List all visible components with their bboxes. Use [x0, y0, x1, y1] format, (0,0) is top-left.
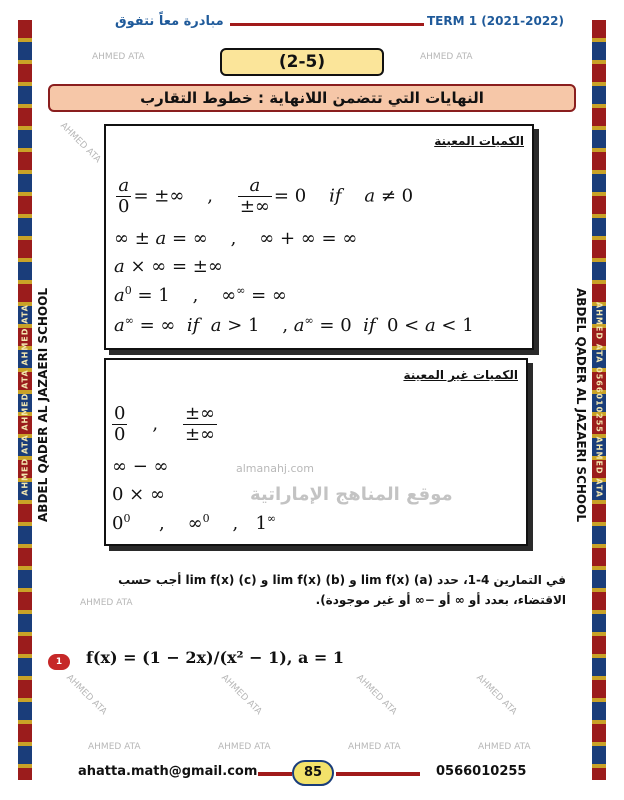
indeterminate-forms-box [104, 358, 528, 546]
watermark-author: AHMED ATA [218, 742, 271, 752]
school-name-right [572, 290, 590, 520]
watermark-author: AHMED ATA [474, 672, 519, 718]
right-border-band [592, 20, 606, 780]
watermark-author: AHMED ATA [348, 742, 401, 752]
header-term: TERM 1 (2021-2022) [426, 14, 564, 28]
watermark-author: AHMED ATA [420, 52, 473, 62]
indeterminate-heading: الكميات غير المعينة [403, 368, 518, 382]
formula-addition-rules: ∞ ± a = ∞ , ∞ + ∞ = ∞ [114, 228, 358, 249]
left-border-band [18, 20, 32, 780]
page-number: 85 [292, 760, 334, 786]
lesson-number: (2-5) [220, 48, 384, 76]
watermark-author: AHMED ATA [92, 52, 145, 62]
school-name-left [34, 290, 52, 520]
exercise-instructions: في التمارين 4-1، حدد (a) lim f(x) و (b) lim f(x) و (c) lim f(x) أجب حسب الاقتضاء، بعدد أو ∞ أو −∞ أو غير موجودة). [118, 573, 566, 607]
watermark-author: AHMED ATA [88, 742, 141, 752]
exercise-function: f(x) = (1 − 2x)/(x² − 1), a = 1 [86, 648, 344, 667]
left-band-text: AHMED ATA AHMED ATA AHMED ATA [20, 304, 30, 496]
footer-email: ahatta.math@gmail.com [78, 764, 258, 779]
footer-divider-left [258, 772, 292, 776]
page-header [60, 12, 564, 34]
watermark-author: AHMED ATA [80, 598, 133, 608]
watermark-author: AHMED ATA [219, 672, 264, 718]
footer-divider-right [336, 772, 420, 776]
header-divider [230, 23, 424, 26]
right-band-text: AHMED ATA 0566010255 AHMED ATA [594, 302, 604, 498]
watermark-author: AHMED ATA [354, 672, 399, 718]
footer-phone: 0566010255 [436, 764, 527, 779]
watermark-author: AHMED ATA [478, 742, 531, 752]
formula-power-infinity-rule: a∞ = ∞ if a > 1 , a∞ = 0 if 0 < a < 1 [114, 314, 474, 336]
formula-indeterminate-powers: $0^0$ , ∞$^0$ , 1∞ [112, 512, 277, 534]
formula-indeterminate-quotients: $\frac{0}{0}$ , $\frac{\pm\infty}{\pm\infty}$ [114, 403, 216, 445]
formula-indeterminate-product: 0 × ∞ [112, 484, 165, 505]
formula-division-rules: $\frac{a}{0}$ = ±∞ , $\frac{a}{\pm\infty}$ = 0 if a ≠ 0 [118, 175, 414, 217]
exercise-number-badge: 1 [48, 654, 70, 670]
header-slogan: مبادرة معاً نتفوق [115, 14, 224, 29]
formula-power-zero-rule: $a^0 = 1$ , ∞∞ = ∞ [114, 284, 287, 306]
school-name-right-text: ABDEL QADER AL JAZAERI SCHOOL [574, 288, 588, 522]
determinate-forms-box [104, 124, 534, 350]
lesson-title: النهايات التي تتضمن اللانهاية : خطوط التقارب [48, 84, 576, 112]
formula-indeterminate-difference: ∞ − ∞ [112, 456, 169, 477]
watermark-site-arabic: موقع المناهج الإماراتية [250, 484, 453, 505]
determinate-heading: الكميات المعينة [434, 134, 524, 148]
watermark-site: almanahj.com [236, 462, 314, 475]
watermark-author: AHMED ATA [64, 672, 109, 718]
formula-multiplication-rule: a × ∞ = ±∞ [114, 256, 223, 277]
watermark-author: AHMED ATA [58, 120, 103, 166]
school-name-left-text: ABDEL QADER AL JAZAERI SCHOOL [36, 288, 50, 522]
